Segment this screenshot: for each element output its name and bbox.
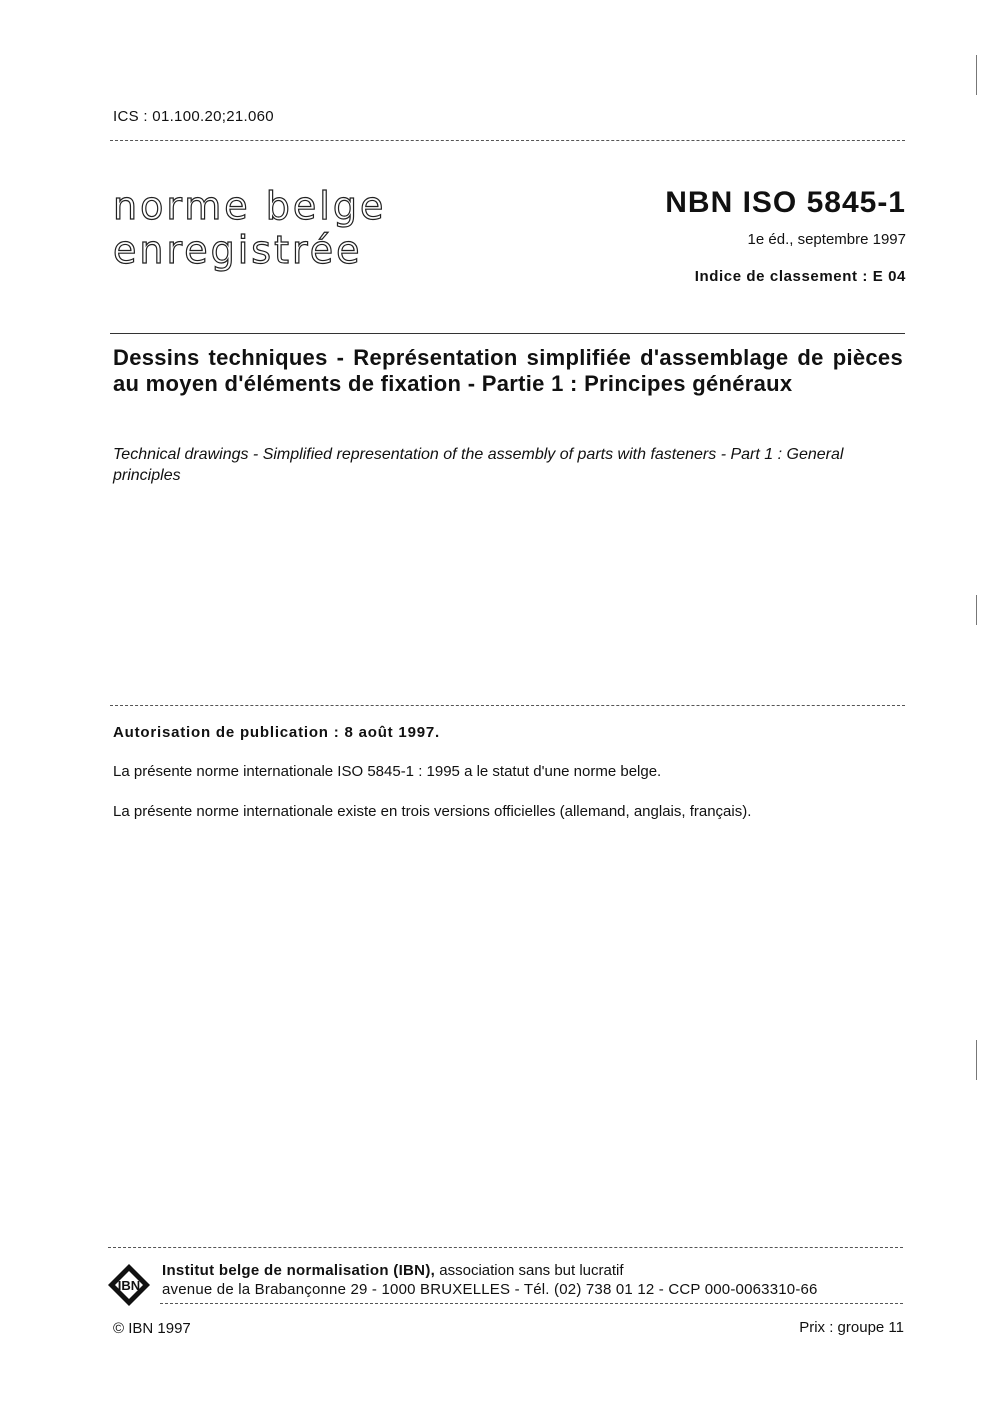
- header-divider: [110, 140, 905, 141]
- footer-divider-top: [108, 1247, 903, 1248]
- ibn-logo-icon: [106, 1262, 152, 1308]
- copyright: © IBN 1997: [113, 1320, 191, 1337]
- standard-number: NBN ISO 5845-1: [665, 186, 906, 219]
- logo-text: IBN: [117, 1278, 141, 1293]
- scan-mark: [976, 1040, 977, 1080]
- body-divider: [110, 705, 905, 706]
- footer-divider-bottom: [160, 1303, 903, 1304]
- ics-code: ICS : 01.100.20;21.060: [113, 108, 274, 125]
- price-group: Prix : groupe 11: [799, 1319, 904, 1336]
- title-french: Dessins techniques - Représentation simplifiée d'assemblage de pièces au moyen d'éléments de fixation - Partie 1 : Principes généraux: [113, 345, 903, 396]
- institute-line: [162, 1262, 624, 1279]
- publication-authorisation: Autorisation de publication : 8 août 1997.: [113, 724, 440, 741]
- scan-mark: [976, 595, 977, 625]
- classification-index: Indice de classement : E 04: [694, 268, 906, 285]
- title-divider: [110, 333, 905, 334]
- institute-type: association sans but lucratif: [435, 1262, 624, 1279]
- versions-paragraph: La présente norme internationale existe en trois versions officielles (allemand, anglais, français).: [113, 803, 752, 820]
- title-english: Technical drawings - Simplified representation of the assembly of parts with fasteners - Part 1 : General principles: [113, 446, 844, 484]
- status-paragraph: La présente norme internationale ISO 5845-1 : 1995 a le statut d'une norme belge.: [113, 763, 662, 780]
- institute-address: avenue de la Brabançonne 29 - 1000 BRUXELLES - Tél. (02) 738 01 12 - CCP 000-0063310-66: [162, 1281, 818, 1298]
- institute-name: Institut belge de normalisation (IBN),: [162, 1262, 436, 1279]
- scan-mark: [976, 55, 977, 95]
- brand-line-2: enregistrée: [113, 228, 363, 272]
- edition-date: 1e éd., septembre 1997: [747, 231, 906, 248]
- brand-line-1: norme belge: [113, 184, 387, 228]
